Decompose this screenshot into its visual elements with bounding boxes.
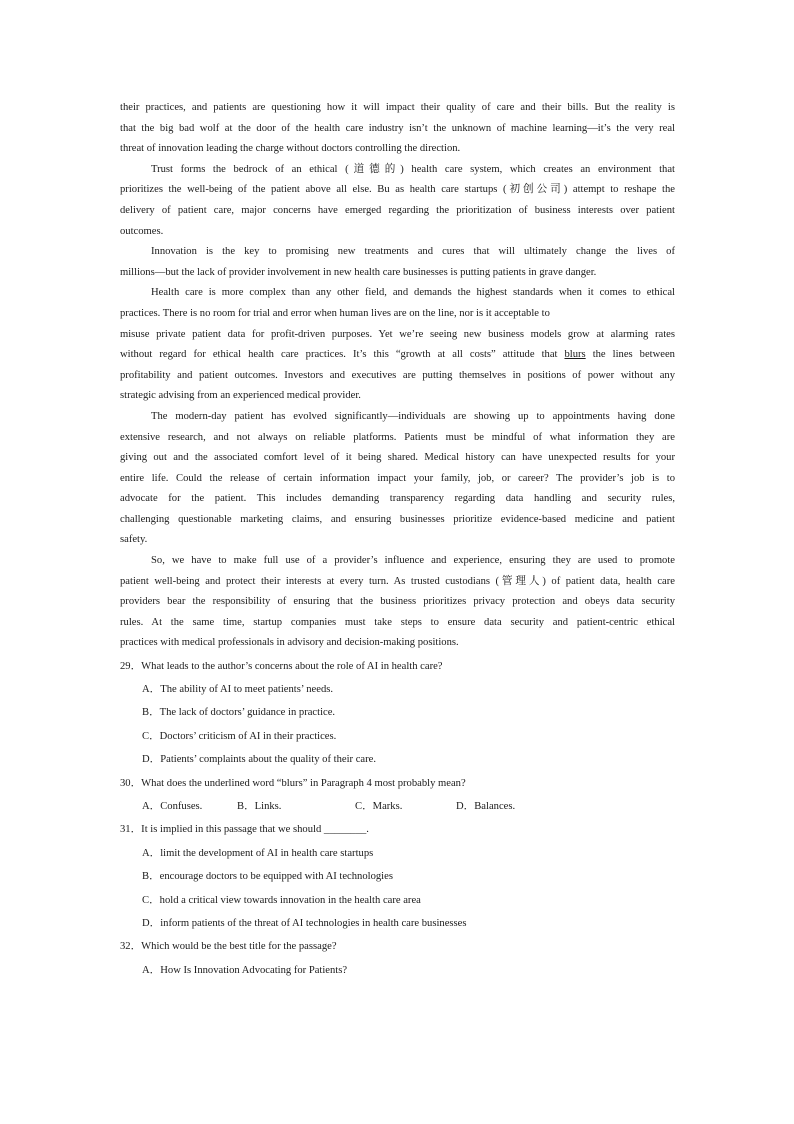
text-line: giving out and the associated comfort level of it being shared. Medical history can have unexpected results for your (120, 452, 675, 464)
text-line: The modern-day patient has evolved significantly—individuals are showing up to appointments having done (151, 410, 675, 422)
text-line: threat of innovation leading the charge without doctors controlling the direction. (120, 143, 461, 155)
option-a: A．How Is Innovation Advocating for Patients? (142, 964, 348, 976)
text-line: outcomes. (120, 225, 164, 237)
underlined-word-blurs: blurs (564, 349, 586, 361)
text-line: patient well-being and protect their interests at every turn. As trusted custodians (管理人) of patient data, health care (120, 575, 675, 587)
document-page (120, 98, 675, 982)
text-line: delivery of patient care, major concerns have emerged regarding the prioritization of business interests over patient (120, 204, 675, 216)
passage-paragraph-2 (120, 242, 675, 283)
passage-paragraph-5 (120, 551, 675, 654)
text-line: their practices, and patients are questioning how it will impact their quality of care and their bills. But the reality is (120, 102, 675, 113)
text-line: providers bear the responsibility of ensuring that the business prioritizes privacy protection and obeys data security (120, 596, 675, 608)
options-row (120, 797, 675, 818)
text-line: Innovation is the key to promising new treatments and cures that will ultimately change the lives of (151, 246, 675, 258)
text-line: millions—but the lack of provider involvement in new health care businesses is putting patients in grave danger. (120, 266, 597, 278)
text-line: that the big bad wolf at the door of the health care industry isn’t the unknown of machine learning—it’s the very real (120, 122, 675, 134)
option-a: A．The ability of AI to meet patients’ needs. (142, 684, 334, 696)
text-line: practices. There is no room for trial and error when human lives are on the line, nor is it acceptable to (120, 307, 550, 319)
question-31 (120, 820, 675, 934)
question-29 (120, 657, 675, 771)
text-line: rules. At the same time, startup companies must take steps to ensure data security and patient-centric ethical (120, 616, 675, 628)
text-line: strategic advising from an experienced medical provider. (120, 390, 361, 402)
text-segment: the lines between (585, 349, 675, 361)
option-c: C．Doctors’ criticism of AI in their practices. (142, 730, 337, 742)
option-a: A．limit the development of AI in health care startups (142, 847, 374, 859)
text-line: Health care is more complex than any other field, and demands the highest standards when it comes to ethical (151, 287, 675, 299)
text-line: safety. (120, 534, 148, 546)
text-line: prioritizes the well-being of the patient above all else. Bu as health care startups (初创公司) attempt to reshape the (120, 184, 675, 196)
option-b: B．encourage doctors to be equipped with AI technologies (142, 871, 393, 883)
question-stem: 32．Which would be the best title for the passage? (120, 941, 337, 953)
option-c: C．Marks. (355, 800, 403, 812)
text-line: advocate for the patient. This includes demanding transparency regarding data handling and security rules, (120, 493, 675, 505)
text-line: entire life. Could the release of certain information impact your family, job, or career? The provider’s job is to (120, 472, 675, 484)
question-stem: 31．It is implied in this passage that we should ________. (120, 824, 369, 836)
option-d: D．Patients’ complaints about the quality of their care. (142, 754, 376, 766)
question-stem: 29．What leads to the author’s concerns about the role of AI in health care? (120, 660, 443, 672)
passage-paragraph-0 (120, 98, 675, 160)
text-line: extensive research, and not always on reliable platforms. Patients must be mindful of what information they are (120, 431, 675, 443)
passage-paragraph-3 (120, 283, 675, 407)
option-c: C．hold a critical view towards innovation in the health care area (142, 894, 421, 906)
text-line-with-underline (120, 345, 675, 366)
option-d: D．inform patients of the threat of AI technologies in health care businesses (142, 917, 467, 929)
question-32 (120, 937, 675, 981)
passage-paragraph-1 (120, 160, 675, 242)
text-line: misuse private patient data for profit-driven purposes. Yet we’re seeing new business models grow at alarming rates (120, 328, 675, 340)
text-line: So, we have to make full use of a provider’s influence and experience, ensuring they are used to promote (151, 555, 675, 567)
option-d: D．Balances. (456, 800, 516, 812)
text-line: profitability and patient outcomes. Investors and executives are putting themselves in positions of power without any (120, 369, 675, 381)
option-a: A．Confuses. (142, 800, 203, 812)
text-line: challenging questionable marketing claims, and ensuring businesses prioritize evidence-based medicine and patient (120, 513, 675, 525)
question-30 (120, 774, 675, 818)
text-line: practices with medical professionals in advisory and decision-making positions. (120, 637, 459, 649)
text-segment: without regard for ethical health care practices. It’s this “growth at all costs” attitude that (120, 349, 565, 361)
option-b: B．The lack of doctors’ guidance in practice. (142, 707, 336, 719)
passage-paragraph-4 (120, 407, 675, 551)
question-stem: 30．What does the underlined word “blurs” in Paragraph 4 most probably mean? (120, 777, 466, 789)
text-line: Trust forms the bedrock of an ethical (道德的) health care system, which creates an environment that (151, 163, 675, 175)
option-b: B．Links. (237, 800, 282, 812)
